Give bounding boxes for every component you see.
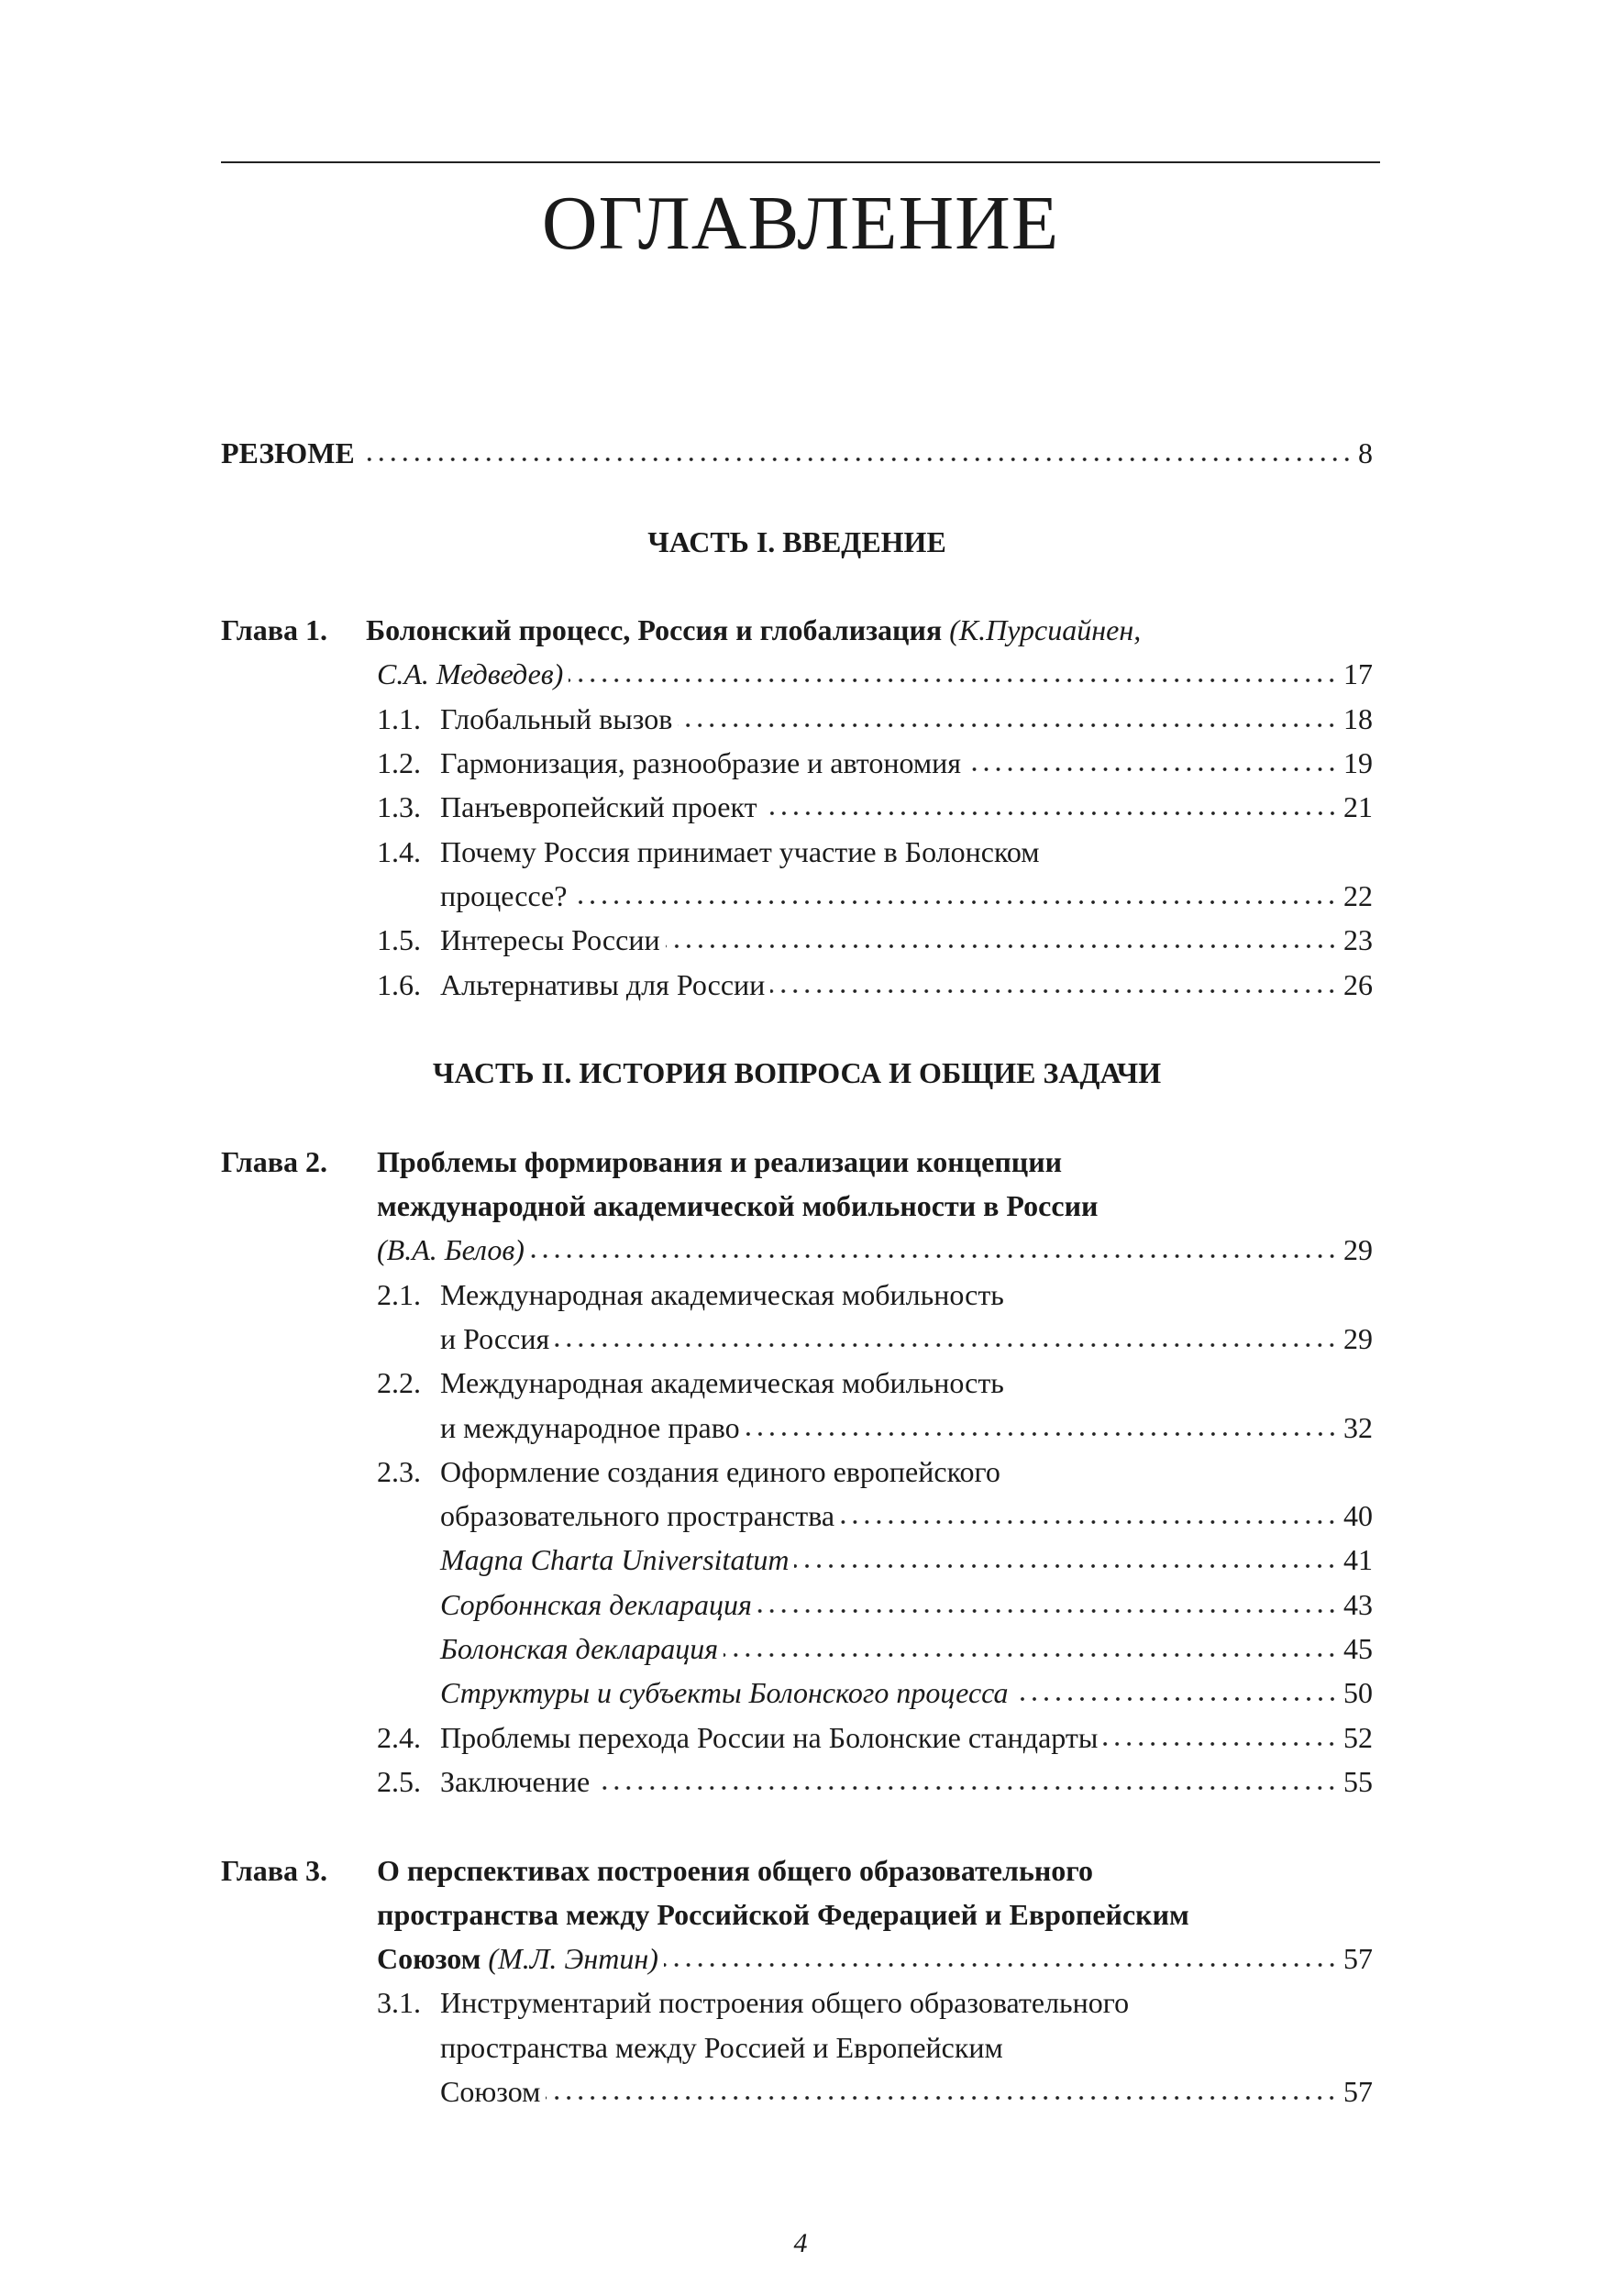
dot-leader [360,450,1353,463]
page-ref: 45 [1343,1632,1373,1666]
dot-leader [530,1247,1338,1260]
toc-entry[interactable]: 1.2. Гармонизация, разнообразие и автономия 19 [221,741,1373,785]
page-ref: 40 [1343,1499,1373,1533]
toc-entry[interactable]: Болонская декларация 45 [221,1627,1373,1671]
toc-entry[interactable]: Структуры и субъекты Болонского процесса 50 [221,1671,1373,1715]
chapter-label: Глава 3. [221,1853,327,1887]
chapter-label: Глава 1. [221,613,327,647]
toc-entry[interactable]: Союзом 57 [221,2069,1373,2113]
dot-leader [1103,1735,1338,1748]
toc-entry[interactable]: 1.5. Интересы России 23 [221,918,1373,962]
page-ref: 57 [1343,1942,1373,1976]
dot-leader [678,716,1338,729]
toc-entry[interactable]: 3.1. Инструментарий построения общего образовательного [377,1986,1130,2020]
toc-entry[interactable]: 1.1. Глобальный вызов 18 [221,697,1373,741]
toc-entry[interactable]: пространства между Россией и Европейским [440,2030,1003,2064]
toc-entry[interactable]: 1.4. Почему Россия принимает участие в Болонском [377,834,1040,868]
toc-entry[interactable]: образовательного пространства 40 [221,1494,1373,1538]
part-heading: ЧАСТЬ II. ИСТОРИЯ ВОПРОСА И ОБЩИЕ ЗАДАЧИ [432,1056,1162,1090]
dot-leader [757,1602,1338,1615]
page-ref: 52 [1343,1720,1373,1754]
toc-entry[interactable]: 1.3. Панъевропейский проект 21 [221,785,1373,829]
page-number: 4 [793,2228,808,2258]
toc-entry[interactable]: 2.4. Проблемы перехода России на Болонские стандарты 52 [221,1716,1373,1760]
chapter-authors: (В.А. Белов) [377,1233,525,1267]
chapter-authors: (М.Л. Энтин) [488,1942,658,1976]
entry-label: РЕЗЮМЕ [221,436,355,469]
page-ref: 8 [1358,436,1373,469]
dot-leader [763,804,1338,817]
page-ref: 19 [1343,746,1373,780]
page-title: ОГЛАВЛЕНИЕ [541,181,1060,266]
page-ref: 29 [1343,1321,1373,1355]
part-heading: ЧАСТЬ I. ВВЕДЕНИЕ [647,524,946,558]
dot-leader [569,671,1338,684]
toc-entry[interactable]: Magna Charta Universitatum 41 [221,1538,1373,1582]
toc-entry[interactable]: и международное право 32 [221,1406,1373,1450]
page-ref: 22 [1343,878,1373,912]
toc-entry[interactable]: и Россия 29 [221,1317,1373,1361]
toc-entry-resume[interactable] [221,431,1373,475]
toc-entry[interactable]: 2.5. Заключение 55 [221,1760,1373,1804]
chapter-label: Глава 2. [221,1144,327,1178]
toc-entry[interactable] [221,652,1373,696]
chapter-title[interactable]: международной академической мобильности в России [377,1189,1099,1223]
toc-entry[interactable]: 1.6. Альтернативы для России 26 [221,963,1373,1007]
page-ref: 17 [1343,657,1373,691]
toc-entry[interactable] [221,1228,1373,1272]
chapter-title[interactable]: Глава 3. О перспективах построения общего образовательного [221,1848,1373,1892]
chapter-authors: С.А. Медведев) [377,657,564,691]
chapter-title[interactable]: Глава 2. Проблемы формирования и реализации концепции [221,1140,1373,1184]
chapter-authors: (К.Пурсиайнен, [949,613,1142,647]
page-ref: 29 [1343,1233,1373,1267]
page-ref: 41 [1343,1543,1373,1577]
toc-entry[interactable]: 2.1. Международная академическая мобильность [377,1277,1004,1311]
chapter-title[interactable]: пространства между Российской Федерацией и Европейским [377,1897,1189,1931]
chapter-title[interactable]: Глава 1. Болонский процесс, Россия и глобализация (К.Пурсиайнен, [221,608,1373,652]
page-ref: 18 [1343,701,1373,735]
dot-leader [572,893,1338,906]
dot-leader [794,1557,1338,1570]
toc-entry[interactable]: процессе? 22 [221,874,1373,918]
table-of-contents [221,431,1373,2113]
page-ref: 26 [1343,967,1373,1001]
dot-leader [546,2089,1338,2102]
page-ref: 43 [1343,1587,1373,1621]
page-ref: 50 [1343,1676,1373,1710]
toc-entry[interactable]: Сорбоннская декларация 43 [221,1583,1373,1627]
page-ref: 23 [1343,923,1373,957]
toc-entry[interactable]: 2.2. Международная академическая мобильность [377,1366,1004,1400]
header-rule [221,161,1380,163]
dot-leader [595,1779,1338,1792]
dot-leader [967,760,1338,773]
dot-leader [666,937,1338,950]
page-ref: 57 [1343,2074,1373,2108]
page-ref: 55 [1343,1764,1373,1798]
toc-entry[interactable]: 2.3. Оформление создания единого европейского [377,1454,1000,1488]
page-ref: 21 [1343,790,1373,824]
dot-leader [746,1425,1338,1438]
dot-leader [724,1646,1338,1659]
page-ref: 32 [1343,1410,1373,1444]
dot-leader [664,1956,1338,1969]
dot-leader [555,1336,1338,1349]
dot-leader [840,1513,1338,1526]
dot-leader [770,982,1338,995]
toc-entry[interactable]: Союзом (М.Л. Энтин) 57 [221,1936,1373,1981]
dot-leader [1014,1690,1338,1703]
